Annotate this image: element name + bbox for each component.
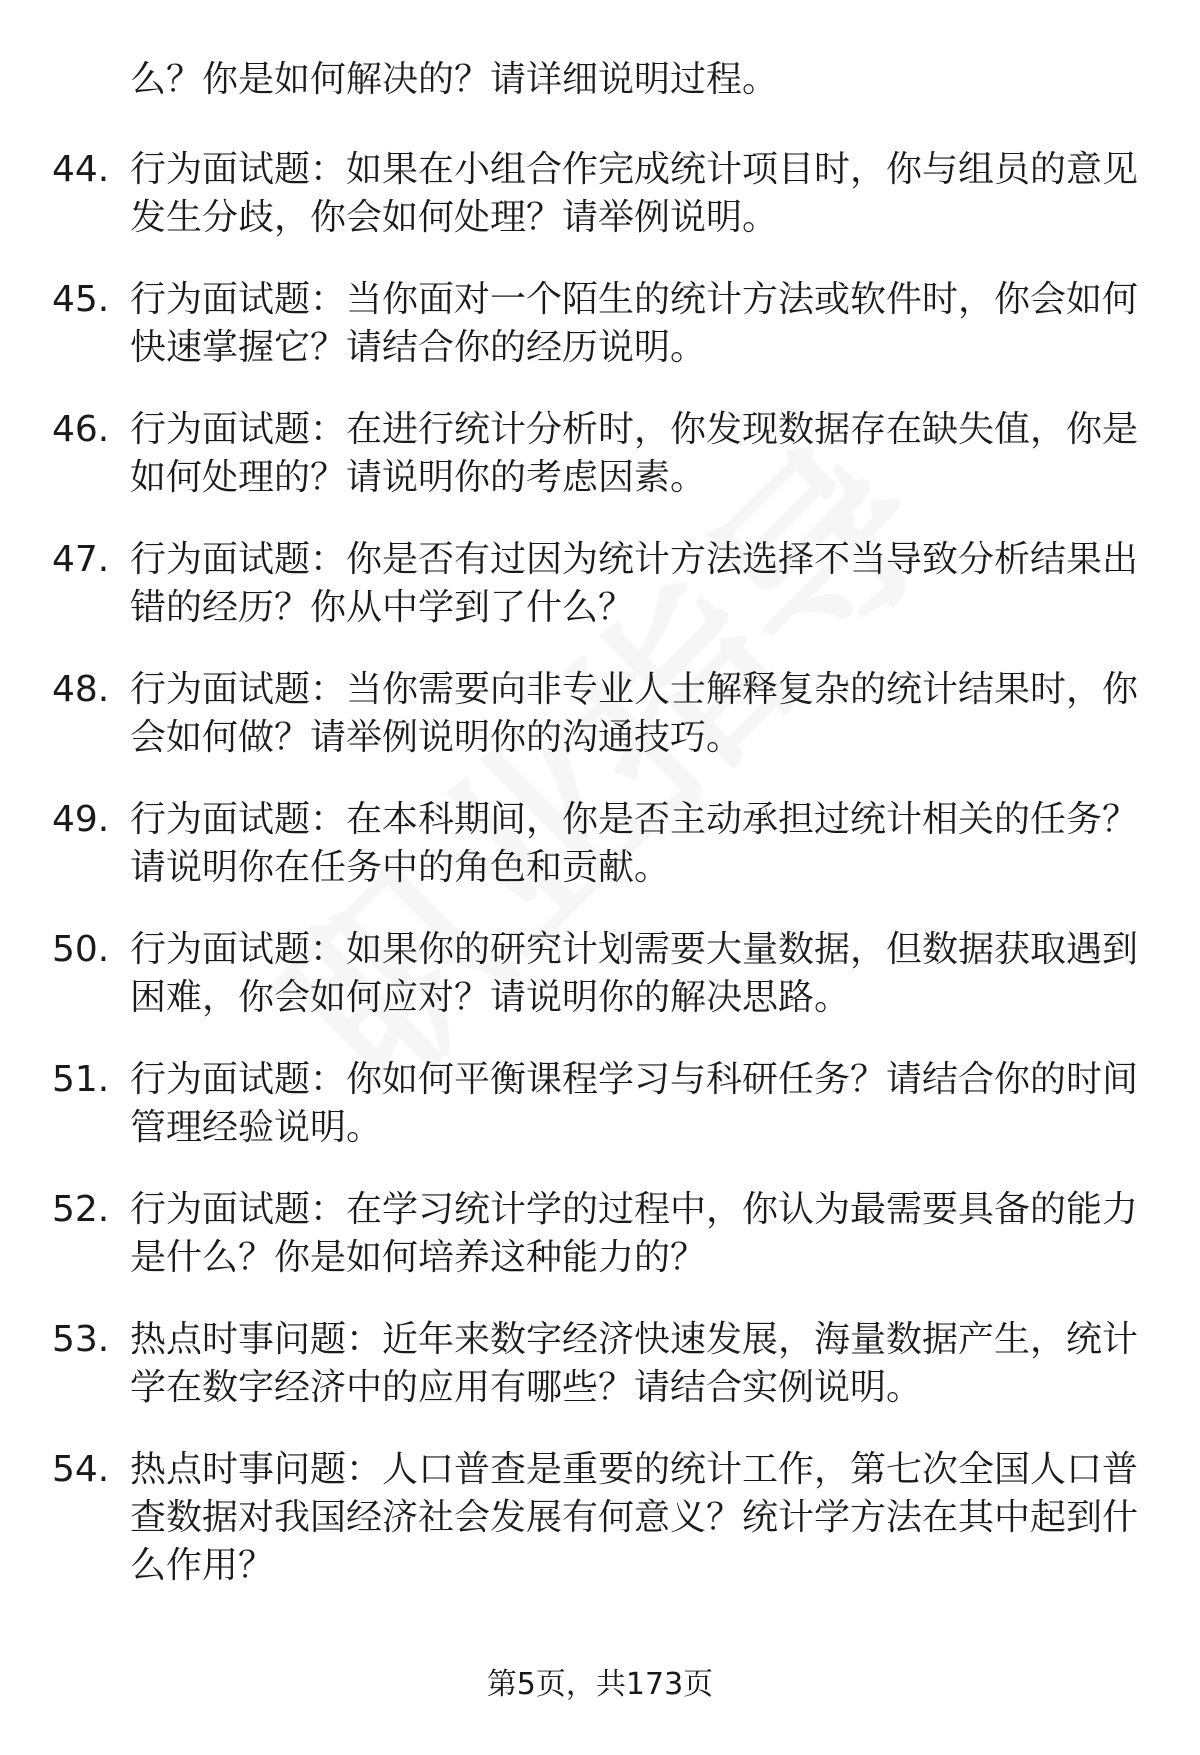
question-number: 46.	[52, 409, 110, 450]
question-text: 行为面试题：在进行统计分析时，你发现数据存在缺失值，你是如何处理的？请说明你的考虑因素。	[130, 409, 1139, 498]
question-text: 行为面试题：当你需要向非专业人士解释复杂的统计结果时，你会如何做？请举例说明你的沟通技巧。	[130, 669, 1139, 758]
page-footer: 第5页，共173页	[486, 1667, 714, 1702]
question-item	[0, 406, 1140, 502]
question-text: 行为面试题：当你面对一个陌生的统计方法或软件时，你会如何快速掌握它？请结合你的经历说明。	[130, 279, 1139, 368]
question-text: 行为面试题：你如何平衡课程学习与科研任务？请结合你的时间管理经验说明。	[130, 1059, 1139, 1148]
question-item	[0, 1316, 1140, 1412]
question-list	[0, 146, 1200, 1624]
question-text: 热点时事问题：人口普查是重要的统计工作，第七次全国人口普查数据对我国经济社会发展有何意义？统计学方法在其中起到什么作用？	[130, 1449, 1139, 1586]
question-number: 45.	[52, 279, 110, 320]
question-item	[0, 666, 1140, 762]
question-number: 53.	[52, 1319, 110, 1360]
question-text: 行为面试题：在学习统计学的过程中，你认为最需要具备的能力是什么？你是如何培养这种能力的？	[130, 1189, 1139, 1278]
question-text: 行为面试题：如果你的研究计划需要大量数据，但数据获取遇到困难，你会如何应对？请说明你的解决思路。	[130, 929, 1139, 1018]
question-number: 54.	[52, 1449, 110, 1490]
question-text: 热点时事问题：近年来数字经济快速发展，海量数据产生，统计学在数字经济中的应用有哪些？请结合实例说明。	[130, 1319, 1139, 1408]
question-number: 52.	[52, 1189, 110, 1230]
question-item	[0, 1186, 1140, 1282]
question-text: 行为面试题：你是否有过因为统计方法选择不当导致分析结果出错的经历？你从中学到了什么？	[130, 539, 1139, 628]
continued-question-text: 么？你是如何解决的？请详细说明过程。	[130, 59, 779, 100]
question-item	[0, 1446, 1140, 1590]
question-item	[0, 926, 1140, 1022]
question-number: 47.	[52, 539, 110, 580]
question-item	[0, 536, 1140, 632]
question-text: 行为面试题：如果在小组合作完成统计项目时，你与组员的意见发生分歧，你会如何处理？请举例说明。	[130, 149, 1139, 238]
question-item	[0, 796, 1140, 892]
question-number: 49.	[52, 799, 110, 840]
question-number: 48.	[52, 669, 110, 710]
question-number: 50.	[52, 929, 110, 970]
question-number: 44.	[52, 149, 110, 190]
question-number: 51.	[52, 1059, 110, 1100]
question-text: 行为面试题：在本科期间，你是否主动承担过统计相关的任务？请说明你在任务中的角色和贡献。	[130, 799, 1139, 888]
question-item	[0, 146, 1140, 242]
question-item	[0, 276, 1140, 372]
question-item	[0, 1056, 1140, 1152]
